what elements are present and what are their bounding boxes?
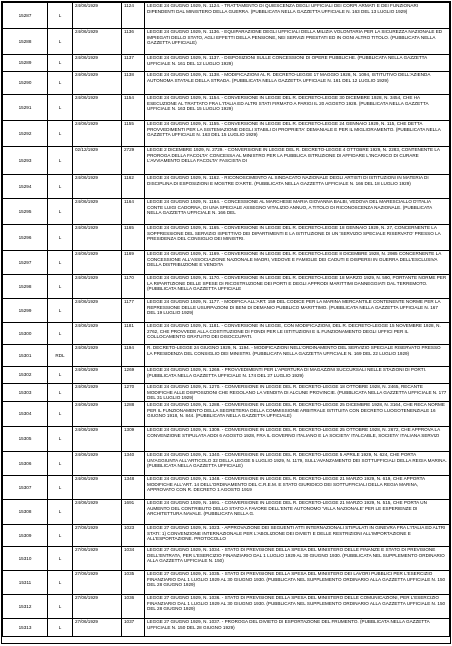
act-type: L bbox=[48, 147, 73, 175]
table-row bbox=[3, 147, 450, 175]
act-description: LEGGE 27 GIUGNO 1929, N. 1037. - PROROGA DEL DIVIETO DI ESPORTAZIONE DEL FRUMENTO. (PUBBLICATA NELLA GAZZETTA UFFICIALE N. 150 DEL 28 GIUGNO 1929) bbox=[145, 619, 450, 637]
act-type: L bbox=[48, 251, 73, 275]
act-date: 27/06/1929 bbox=[73, 571, 122, 595]
record-number: 15303 bbox=[3, 384, 48, 402]
act-type: L bbox=[48, 29, 73, 55]
act-number: 1340 bbox=[122, 452, 145, 476]
act-number: 1165 bbox=[122, 225, 145, 251]
act-type: L bbox=[48, 427, 73, 452]
table-row bbox=[3, 500, 450, 525]
act-description: LEGGE 24 GIUGNO 1929, N. 1288. - CONVERSIONE IN LEGGE DEL R. DECRETO-LEGGE 25 DICEMBRE 1928, N. 3164, CHE RECA NORME PER IL FUNZIONAMENTO DELLA SEGRETERIA DELLA COMMISSIONE ARBITRALE ISTITUITA CON DECRETO LUOGOTENENZIALE 16 GIUGNO 1918, N. 844. (PUBBLICATA NELLA GAZZETTA UFFICIALE) bbox=[145, 402, 450, 427]
act-description: LEGGE 27 GIUGNO 1929, N. 1034. - STATO DI PREVISIONE DELLA SPESA DEL MINISTERO DELLE FINANZE E STATO DI PREVISIONE DELL'ENTRATA, PER L'ESERCIZIO FINANZIARIO DAL 1 LUGLIO 1929 AL 30 GIUGNO 1930. (PUBBLICATA NEL SUPPLEMENTO ORDINARIO ALLA GAZZETTA UFFICIALE N. 150) bbox=[145, 547, 450, 571]
act-date: 24/06/1929 bbox=[73, 402, 122, 427]
act-description: LEGGE 2 DICEMBRE 1929, N. 2729. - CONVERSIONE IN LEGGE DEL R. DECRETO-LEGGE 4 OTTOBRE 1929, N. 2283, CONTENENTE LA PROROGA DELLA FACOLTA' CONCESSA AL MINISTRO PER LA PUBBLICA ISTRUZIONE DI AFFIDARE L'INCARICO DI CURARE L'AVVIAMENTO DELLA FACOLTA' FASCISTA DI bbox=[145, 147, 450, 175]
act-number: 1348 bbox=[122, 476, 145, 500]
record-number: 15302 bbox=[3, 367, 48, 384]
act-description: LEGGE 27 GIUGNO 1929, N. 1023. - APPROVAZIONE DEI SEGUENTI ATTI INTERNAZIONALI STIPULATI IN GINEVRA FRA L'ITALIA ED ALTRI STATI: 1) CONVENZIONE INTERNAZIONALE PER L'ABOLIZIONE DEI DIVIETI E DELLE RESTRIZIONI ALL'IMPORTAZIONE E ALL'ESPORTAZIONE. PROTOCOLLO bbox=[145, 525, 450, 547]
act-number: 1270 bbox=[122, 384, 145, 402]
record-number: 15299 bbox=[3, 299, 48, 323]
record-number: 15304 bbox=[3, 402, 48, 427]
act-date: 24/06/1929 bbox=[73, 275, 122, 299]
act-date: 24/06/1929 bbox=[73, 299, 122, 323]
act-date: 24/06/1929 bbox=[73, 476, 122, 500]
record-number: 15312 bbox=[3, 595, 48, 619]
record-number: 15307 bbox=[3, 476, 48, 500]
act-description: LEGGE 24 GIUGNO 1929, N. 1691. - CONVERSIONE IN LEGGE DEL R. DECRETO-LEGGE 21 MARZO 1929, N. 515, CHE PORTA UN AUMENTO DEL CONTRIBUTO DELLO STATO A FAVORE DELL'ENTE AUTONOMO 'VILLA NAZIONALE' PER LE ESPERIENZE DI ARCHITETTURA NAVALE. (PUBBLICATA NELLA G. bbox=[145, 500, 450, 525]
act-date: 24/06/1929 bbox=[73, 427, 122, 452]
act-number: 1034 bbox=[122, 547, 145, 571]
act-number: 1124 bbox=[122, 3, 145, 29]
table-row bbox=[3, 525, 450, 547]
act-type: L bbox=[48, 121, 73, 147]
act-type: L bbox=[48, 525, 73, 547]
act-number: 1170 bbox=[122, 275, 145, 299]
table-row bbox=[3, 55, 450, 72]
act-description: LEGGE 24 GIUGNO 1929, N. 1170. - CONVERSIONE IN LEGGE DEL R. DECRETO-LEGGE 18 MARZO 1929, N. 590, PORTANTE NORME PER LA RIPARTIZIONE DELLE SPESE DI RICOSTRUZIONE DEI PORTI E DEGLI APPRODI MARITTIMI DANNEGGIATI DAL TERREMOTO. (PUBBLICATA NELLA GAZZETTA UFFICIALE bbox=[145, 275, 450, 299]
act-number: 2729 bbox=[122, 147, 145, 175]
act-type: L bbox=[48, 225, 73, 251]
table-row bbox=[3, 345, 450, 367]
act-type: L bbox=[48, 547, 73, 571]
record-number: 15293 bbox=[3, 147, 48, 175]
table-row bbox=[3, 323, 450, 345]
act-date: 24/06/1929 bbox=[73, 500, 122, 525]
act-description: LEGGE 24 GIUGNO 1929, N. 1162. - RICONOSCIMENTO AL SINDACATO NAZIONALE DEGLI ARTISTI DI ISTITUZIONI IN MATERIA DI DISCIPLINA DI ESPOSIZIONI E MOSTRE D'ARTE. (PUBBLICATA NELLA GAZZETTA UFFICIALE N. 166 DEL 18 LUGLIO 1929) bbox=[145, 175, 450, 199]
act-number: 1309 bbox=[122, 427, 145, 452]
act-date: 24/06/1929 bbox=[73, 225, 122, 251]
act-description: LEGGE 24 GIUGNO 1929, N. 1340. - CONVERSIONE IN LEGGE DEL R. DECRETO-LEGGE 5 APRILE 1929, N. 624, CHE PORTA UN'AGGIUNTA ALL'ARTICOLO 32 DELLA LEGGE 5 LUGLIO 1929, N. 1179, SULL'AVANZAMENTO DEI SOTTUFFICIALI DELLA REGIA MARINA. (PUBBLICATA NELLA GAZZETTA UFFICIALE) bbox=[145, 452, 450, 476]
act-date: 27/06/1929 bbox=[73, 595, 122, 619]
act-description: LEGGE 24 GIUGNO 1929, N. 1269. - PROVVEDIMENTI PER L'APERTURA DI MAGAZZINI SUCCURSALI NELLE STAZIONI DI PORTI. (PUBBLICATA NELLA GAZZETTA UFFICIALE N. 174 DEL 27 LUGLIO 1929) bbox=[145, 367, 450, 384]
act-number: 1023 bbox=[122, 525, 145, 547]
act-type: L bbox=[48, 452, 73, 476]
act-number: 1035 bbox=[122, 571, 145, 595]
act-date: 24/06/1929 bbox=[73, 72, 122, 95]
act-date: 24/06/1929 bbox=[73, 199, 122, 225]
act-description: LEGGE 27 GIUGNO 1929, N. 1035. - STATO DI PREVISIONE DELLA SPESA DEL MINISTERO DEI LAVORI PUBBLICI PER L'ESERCIZIO FINANZIARIO DAL 1 LUGLIO 1929 AL 30 GIUGNO 1930. (PUBBLICATA NEL SUPPLEMENTO ORDINARIO ALLA GAZZETTA UFFICIALE N. 150 DEL 28 GIUGNO 1929) bbox=[145, 571, 450, 595]
table-row bbox=[3, 199, 450, 225]
act-description: LEGGE 24 GIUGNO 1929, N. 1165. - CONVERSIONE IN LEGGE DEL R. DECRETO-LEGGE 18 GENNAIO 1929, N. 27, CONCERNENTE LA SOPPRESSIONE DEL SERVIZIO ISPETTIVO DEI DIPARTIMENTI E LA ISTITUZIONE DI UN 'SERVIZIO SPECIALE RISERVATO' PRESSO LA PRESIDENZA DEL CONSIGLIO DEI MINISTRI. bbox=[145, 225, 450, 251]
table-row bbox=[3, 547, 450, 571]
act-type: L bbox=[48, 72, 73, 95]
law-register-table bbox=[2, 2, 450, 637]
act-description: LEGGE 24 GIUGNO 1929, N. 1137. - DISPOSIZIONI SULLE CONCESSIONI DI OPERE PUBBLICHE. (PUBBLICATA NELLA GAZZETTA UFFICIALE N. 161 DEL 12 LUGLIO 1929) bbox=[145, 55, 450, 72]
act-date: 24/06/1929 bbox=[73, 121, 122, 147]
record-number: 15313 bbox=[3, 619, 48, 637]
act-description: LEGGE 24 GIUGNO 1929, N. 1348. - CONVERSIONE IN LEGGE DEL R. DECRETO-LEGGE 21 MARZO 1929, N. 619, CHE APPORTA MODIFICHE ALL'ART. 14 DELL'ORDINAMENTO DEL C.R.E.M. E STATO GIURIDICO DEI SOTTUFFICIALI DELLA REGIA MARINA, APPROVATO CON R. DECRETO 1 AGOSTO 1919 bbox=[145, 476, 450, 500]
act-number: 1269 bbox=[122, 367, 145, 384]
act-number: 1181 bbox=[122, 323, 145, 345]
act-number: 1155 bbox=[122, 121, 145, 147]
record-number: 15300 bbox=[3, 323, 48, 345]
record-number: 15292 bbox=[3, 121, 48, 147]
act-description: LEGGE 27 GIUGNO 1929, N. 1036. - STATO DI PREVISIONE DELLA SPESA DEL MINISTERO DELLE COMUNICAZIONI, PER L'ESERCIZIO FINANZIARIO DAL 1 LUGLIO 1929 AL 30 GIUGNO 1930. (PUBBLICATA NEL SUPPLEMENTO ORDINARIO ALLA GAZZETTA UFFICIALE N. 150 DEL 28 GIUGNO 1929) bbox=[145, 595, 450, 619]
act-type: L bbox=[48, 323, 73, 345]
act-type: L bbox=[48, 367, 73, 384]
act-date: 24/06/1929 bbox=[73, 55, 122, 72]
act-date: 24/06/1929 bbox=[73, 3, 122, 29]
table-row bbox=[3, 251, 450, 275]
act-type: L bbox=[48, 402, 73, 427]
act-type: L bbox=[48, 55, 73, 72]
act-description: LEGGE 24 GIUGNO 1929, N. 1136. - EQUIPARAZIONE DEGLI UFFICIALI DELLA MILIZIA VOLONTARIA PER LA SICUREZZA NAZIONALE ED IMPIEGATI DELLO STATO, AGLI EFFETTI DELLA PENSIONE, NEI SERVIZI PRESTATI ED IN OGNI ALTRO TITOLO. (PUBBLICATA NELLA GAZZETTA UFFICIALE) bbox=[145, 29, 450, 55]
table-row bbox=[3, 72, 450, 95]
table-row bbox=[3, 225, 450, 251]
record-number: 15287 bbox=[3, 3, 48, 29]
record-number: 15290 bbox=[3, 72, 48, 95]
act-type: L bbox=[48, 619, 73, 637]
act-number: 1037 bbox=[122, 619, 145, 637]
table-row bbox=[3, 402, 450, 427]
act-type: L bbox=[48, 275, 73, 299]
record-number: 15297 bbox=[3, 251, 48, 275]
record-number: 15288 bbox=[3, 29, 48, 55]
record-number: 15305 bbox=[3, 427, 48, 452]
act-number: 1288 bbox=[122, 402, 145, 427]
act-number: 1177 bbox=[122, 299, 145, 323]
record-number: 15311 bbox=[3, 571, 48, 595]
act-description: LEGGE 24 GIUGNO 1929, N. 1177. - MODIFICA ALL'ART. 159 DEL CODICE PER LA MARINA MERCANTILE CONTENENTE NORME PER LA REPRESSIONE DELLE USURPAZIONI DI BENI DI DEMANIO PUBBLICO MARITTIMO. (PUBBLICATA NELLA GAZZETTA UFFICIALE N. 167 DEL 19 LUGLIO 1929) bbox=[145, 299, 450, 323]
record-number: 15291 bbox=[3, 95, 48, 121]
act-type: RDL bbox=[48, 345, 73, 367]
act-type: L bbox=[48, 384, 73, 402]
table-row bbox=[3, 595, 450, 619]
act-date: 24/06/1929 bbox=[73, 251, 122, 275]
act-description: LEGGE 24 GIUGNO 1929, N. 1154. - CONVERSIONE IN LEGGE DEL R. DECRETO-LEGGE 30 DICEMBRE 1928, N. 3454, CHE HA ESECUZIONE AL TRATTATO FRA L'ITALIA ED ALTRI STATI FIRMATO A PARIGI IL 20 AGOSTO 1928. (PUBBLICATA NELLA GAZZETTA UFFICIALE N. 163 DEL 15 LUGLIO 1929) bbox=[145, 95, 450, 121]
table-row bbox=[3, 275, 450, 299]
act-description: LEGGE 24 GIUGNO 1929, N. 1270. - CONVERSIONE IN LEGGE DEL R. DECRETO-LEGGE 18 OTTOBRE 1928, N. 2465, RECANTE MODIFICHE ALLE DISPOSIZIONI CHE REGOLANO LA VENDITA DI ALCUNE PROVINCIE. (PUBBLICATA NELLA GAZZETTA UFFICIALE N. 177 DEL 31 LUGLIO 1929) bbox=[145, 384, 450, 402]
table-row bbox=[3, 367, 450, 384]
act-type: L bbox=[48, 476, 73, 500]
record-number: 15298 bbox=[3, 275, 48, 299]
act-number: 1154 bbox=[122, 95, 145, 121]
act-description: LEGGE 24 GIUGNO 1929, N. 1155. - CONVERSIONE IN LEGGE DEL R. DECRETO-LEGGE 24 GENNAIO 1929, N. 115, CHE DETTA PROVVEDIMENTI PER LA SISTEMAZIONE DEGLI STABILI DI PROPRIETA' DEMANIALE E PER IL MIGLIORAMENTO. (PUBBLICATA NELLA GAZZETTA UFFICIALE N. 163 DEL 15 LUGLIO 1929) bbox=[145, 121, 450, 147]
act-date: 24/06/1929 bbox=[73, 367, 122, 384]
act-date: 27/06/1929 bbox=[73, 525, 122, 547]
table-row bbox=[3, 476, 450, 500]
record-number: 15308 bbox=[3, 500, 48, 525]
table-row bbox=[3, 299, 450, 323]
act-description: LEGGE 24 GIUGNO 1929, N. 1309. - CONVERSIONE IN LEGGE DEL R. DECRETO-LEGGE 25 OTTOBRE 1928, N. 2672, CHE APPROVA LA CONVENZIONE STIPULATA ADDI 6 AGOSTO 1928, FRA IL GOVERNO ITALIANO E LA SOCIETA' ITALCABLE, SOCIETA' ITALIANA SERVIZI bbox=[145, 427, 450, 452]
record-number: 15289 bbox=[3, 55, 48, 72]
act-number: 1164 bbox=[122, 199, 145, 225]
record-number: 15306 bbox=[3, 452, 48, 476]
act-date: 24/06/1929 bbox=[73, 452, 122, 476]
act-description: LEGGE 24 GIUGNO 1929, N. 1181. - CONVERSIONE IN LEGGE, CON MODIFICAZIONI, DEL R. DECRETO-LEGGE 15 NOVEMBRE 1928, N. 2762, CHE PROVVEDE ALLA COSTITUZIONE DI FONDI PER LE ISTITUZIONI E IL FUNZIONAMENTO DEGLI UFFICI PER IL COLLOCAMENTO GRATUITO DEI DISOCCUPATI. bbox=[145, 323, 450, 345]
table-row bbox=[3, 95, 450, 121]
table-row bbox=[3, 175, 450, 199]
table-row bbox=[3, 384, 450, 402]
law-register-page bbox=[1, 1, 451, 644]
act-type: L bbox=[48, 3, 73, 29]
act-type: L bbox=[48, 595, 73, 619]
act-description: LEGGE 24 GIUGNO 1929, N. 1164. - CONCESSIONE AL MARCHESE MARIA GIOVANNA BALBI, VEDOVA DEL MARESCIALLO D'ITALIA CONTE LUIGI CADORNA, DI UNA SPECIALE ASSEGNO VITALIZIO ANNUO, A TITOLO DI RICONOSCENZA NAZIONALE. (PUBBLICATA NELLA GAZZETTA UFFICIALE N. 166 DEL bbox=[145, 199, 450, 225]
record-number: 15294 bbox=[3, 175, 48, 199]
act-date: 24/06/1929 bbox=[73, 29, 122, 55]
act-description: LEGGE 24 GIUGNO 1929, N. 1138. - MODIFICAZIONI AL R. DECRETO-LEGGE 17 MAGGIO 1928, N. 1094, ISTITUTIVO DELL'AZIENDA AUTONOMA STATALE DELLA STRADA. (PUBBLICATA NELLA GAZZETTA UFFICIALE N. 161 DEL 12 LUGLIO 1929) bbox=[145, 72, 450, 95]
table-row bbox=[3, 29, 450, 55]
act-number: 1137 bbox=[122, 55, 145, 72]
act-description: R. DECRETO-LEGGE 24 GIUGNO 1929, N. 1194. - MODIFICAZIONI NELL'ORDINAMENTO DEL SERVIZIO SPECIALE RISERVATO PRESSO LA PRESIDENZA DEL CONSIGLIO DEI MINISTRI. (PUBBLICATA NELLA GAZZETTA UFFICIALE N. 169 DEL 22 LUGLIO 1929) bbox=[145, 345, 450, 367]
act-type: L bbox=[48, 571, 73, 595]
act-type: L bbox=[48, 500, 73, 525]
table-row bbox=[3, 619, 450, 637]
record-number: 15296 bbox=[3, 225, 48, 251]
act-description: LEGGE 24 GIUGNO 1929, N. 1124. - TRATTAMENTO DI QUIESCENZA DEGLI UFFICIALI DEI CORPI ARMATI E DEI FUNZIONARI DIPENDENTI DAL MINISTERO DELLA GUERRA. (PUBBLICATA NELLA GAZZETTA UFFICIALE N. 163 DEL 13 LUGLIO 1929) bbox=[145, 3, 450, 29]
act-date: 24/06/1929 bbox=[73, 323, 122, 345]
act-number: 1194 bbox=[122, 345, 145, 367]
act-type: L bbox=[48, 175, 73, 199]
act-type: L bbox=[48, 199, 73, 225]
act-number: 1136 bbox=[122, 29, 145, 55]
record-number: 15295 bbox=[3, 199, 48, 225]
act-date: 02/12/1929 bbox=[73, 147, 122, 175]
act-date: 24/06/1929 bbox=[73, 384, 122, 402]
record-number: 15309 bbox=[3, 525, 48, 547]
table-row bbox=[3, 427, 450, 452]
record-number: 15301 bbox=[3, 345, 48, 367]
act-number: 1162 bbox=[122, 175, 145, 199]
table-row bbox=[3, 571, 450, 595]
law-register-rows bbox=[3, 3, 450, 637]
act-date: 24/06/1929 bbox=[73, 175, 122, 199]
table-row bbox=[3, 121, 450, 147]
act-date: 24/06/1929 bbox=[73, 345, 122, 367]
act-number: 1169 bbox=[122, 251, 145, 275]
table-row bbox=[3, 452, 450, 476]
act-number: 1036 bbox=[122, 595, 145, 619]
act-date: 24/06/1929 bbox=[73, 95, 122, 121]
act-number: 1138 bbox=[122, 72, 145, 95]
act-description: LEGGE 24 GIUGNO 1929, N. 1169. - CONVERSIONE IN LEGGE DEL R. DECRETO-LEGGE 8 DICEMBRE 1928, N. 2985 CONCERNENTE LA CONCESSIONE ALL'ASSOCIAZIONE NAZIONALE MADRI, VEDOVE E FAMIGLIE DEI CADUTI E DISPERSI IN GUERRA DELL'ESCLUSIVA DELLA DISTRIBUZIONE E VENDITA bbox=[145, 251, 450, 275]
act-number: 1691 bbox=[122, 500, 145, 525]
table-row bbox=[3, 3, 450, 29]
record-number: 15310 bbox=[3, 547, 48, 571]
act-date: 27/06/1929 bbox=[73, 619, 122, 637]
act-date: 27/06/1929 bbox=[73, 547, 122, 571]
act-type: L bbox=[48, 95, 73, 121]
act-type: L bbox=[48, 299, 73, 323]
